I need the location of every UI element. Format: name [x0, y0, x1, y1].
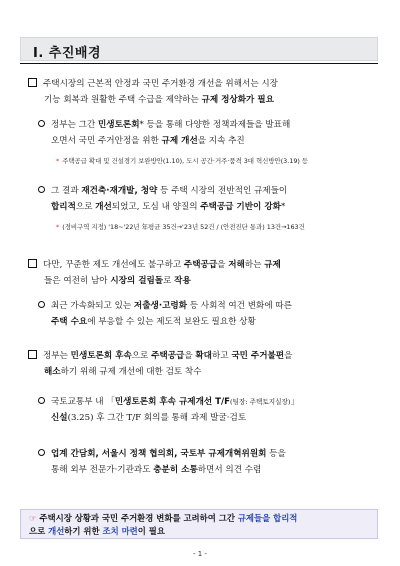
emphasis: 주택공급 — [183, 260, 218, 270]
highlight: 조치 마련 — [102, 526, 138, 536]
text: 통해 외부 전문가·기관과도 — [51, 465, 154, 475]
text: (3.25) 후 그간 T/F 회의를 통해 과제 발굴·검토 — [67, 413, 247, 423]
text: 을 — [284, 351, 293, 361]
callout-text — [29, 512, 375, 538]
text: 으로 — [75, 202, 96, 212]
square-item-3 — [28, 348, 378, 380]
text: (팀장: 주택토지실장) — [230, 398, 291, 406]
section-title: Ⅰ. 추진배경 — [33, 46, 102, 61]
circle-item-4 — [38, 394, 378, 426]
highlight: 개선 — [48, 526, 65, 536]
text: * 등을 통해 다양한 정책과제들을 발표해 — [139, 120, 291, 130]
page-number: - 1 - — [193, 550, 207, 558]
emphasis: 주택 수요 — [51, 317, 88, 327]
circle-bullet-icon — [38, 397, 45, 404]
section-title-box — [20, 37, 378, 61]
text: 등 사회적 여건 변화에 따른 — [187, 301, 292, 311]
text: 을 — [217, 260, 229, 270]
emphasis: 규제 개선 — [161, 136, 198, 146]
text: 국토교통부 내 「 — [51, 397, 115, 407]
emphasis: 해소 — [44, 367, 61, 377]
text: 에 부응할 수 있는 제도적 보완도 필요한 상황 — [87, 317, 256, 327]
text: 하고 — [211, 351, 232, 361]
emphasis: 주택공급 기반이 강화 — [200, 202, 281, 212]
pointing-hand-icon: ☞ — [29, 513, 37, 523]
square-item-1-line1: 주택시장의 근본적 안정과 국민 주거환경 개선을 위해서는 시장 — [43, 79, 278, 89]
emphasis: 주택시장 상황과 국민 주거환경 변화를 고려하여 그간 — [36, 513, 238, 523]
emphasis: 하기 위한 — [64, 526, 103, 536]
highlight: 규제들을 합리적 — [237, 513, 298, 523]
emphasis: 국민 주거불편 — [231, 351, 285, 361]
asterisk-icon: * — [56, 157, 60, 165]
text: 되었고, 도심 내 양질의 — [111, 202, 201, 212]
emphasis: 재건축·재개발, 청약 — [81, 186, 158, 196]
square-item-1 — [28, 76, 378, 108]
emphasis: 으로 — [29, 526, 49, 536]
emphasis: 업계 간담회, 서울시 정책 협의회, 국토부 규제개혁위원회 — [51, 449, 267, 459]
emphasis: 저출생·고령화 — [133, 301, 187, 311]
square-bullet-icon — [28, 350, 37, 359]
text: 등을 — [266, 449, 286, 459]
text: 을 — [184, 351, 196, 361]
emphasis: 민생토론회 — [97, 120, 140, 130]
text: 으로 — [131, 351, 152, 361]
text: 오면서 국민 주거안정을 위한 — [51, 136, 162, 146]
circle-item-3 — [38, 298, 378, 330]
emphasis: 저해 — [228, 260, 245, 270]
text: 최근 가속화되고 있는 — [51, 301, 134, 311]
text: 들은 여전히 남아 — [44, 276, 111, 286]
footnote-2 — [56, 222, 386, 232]
circle-bullet-icon — [38, 449, 45, 456]
emphasis: 개선 — [95, 202, 112, 212]
text: * — [280, 202, 286, 212]
footnote-1 — [56, 156, 386, 166]
text: 로 — [163, 276, 175, 286]
text: 다만, 꾸준한 제도 개선에도 불구하고 — [43, 260, 184, 270]
text: 정부는 — [43, 351, 71, 361]
circle-item-2 — [38, 183, 378, 215]
emphasis: 시장의 걸림돌 — [110, 276, 164, 286]
square-item-1-line2: 기능 회복과 원활한 주택 수급을 제약하는 — [44, 95, 202, 105]
title-underline — [20, 63, 378, 64]
emphasis: 주택공급 — [151, 351, 185, 361]
text: 주택공급 확대 및 건설경기 보완방안(1.10), 도시 공간·거주·품격 3대 혁신방안(3.19) 등 — [62, 157, 309, 165]
text: 그 결과 — [51, 186, 82, 196]
emphasis: 민생토론회 후속 규제개선 T/F — [114, 397, 231, 407]
text: 」 — [290, 397, 300, 407]
circle-bullet-icon — [38, 301, 45, 308]
emphasis: 신설 — [51, 413, 68, 423]
square-item-1-emphasis: 규제 정상화가 필요 — [201, 95, 274, 105]
emphasis: 충분히 소통 — [153, 465, 198, 475]
text: 정부는 그간 — [51, 120, 98, 130]
emphasis: 이 필요 — [137, 526, 165, 536]
emphasis: 민생토론회 후속 — [70, 351, 132, 361]
circle-bullet-icon — [38, 186, 45, 193]
text: (정비구역 지정) '18~'22년 年평균 35건→'23년 52건 / (안전진단 통과) 13건→163건 — [62, 223, 305, 231]
emphasis: 규제 — [264, 260, 281, 270]
circle-item-5 — [38, 446, 378, 478]
square-item-2 — [28, 257, 378, 289]
emphasis: 확대 — [195, 351, 212, 361]
text: 하는 — [244, 260, 265, 270]
text: 등 주택 시장의 전반적인 규제들이 — [157, 186, 288, 196]
circle-item-1 — [38, 117, 378, 149]
text: 하기 위해 규제 개선에 대한 검토 착수 — [60, 367, 202, 377]
text: 을 지속 추진 — [197, 136, 245, 146]
conclusion-callout — [20, 509, 378, 539]
square-bullet-icon — [28, 78, 37, 87]
emphasis: 작용 — [174, 276, 191, 286]
text: 하면서 의견 수렴 — [197, 465, 262, 475]
square-bullet-icon — [28, 259, 37, 268]
asterisk-icon: * — [56, 223, 60, 231]
emphasis: 합리적 — [51, 202, 76, 212]
circle-bullet-icon — [38, 120, 45, 127]
